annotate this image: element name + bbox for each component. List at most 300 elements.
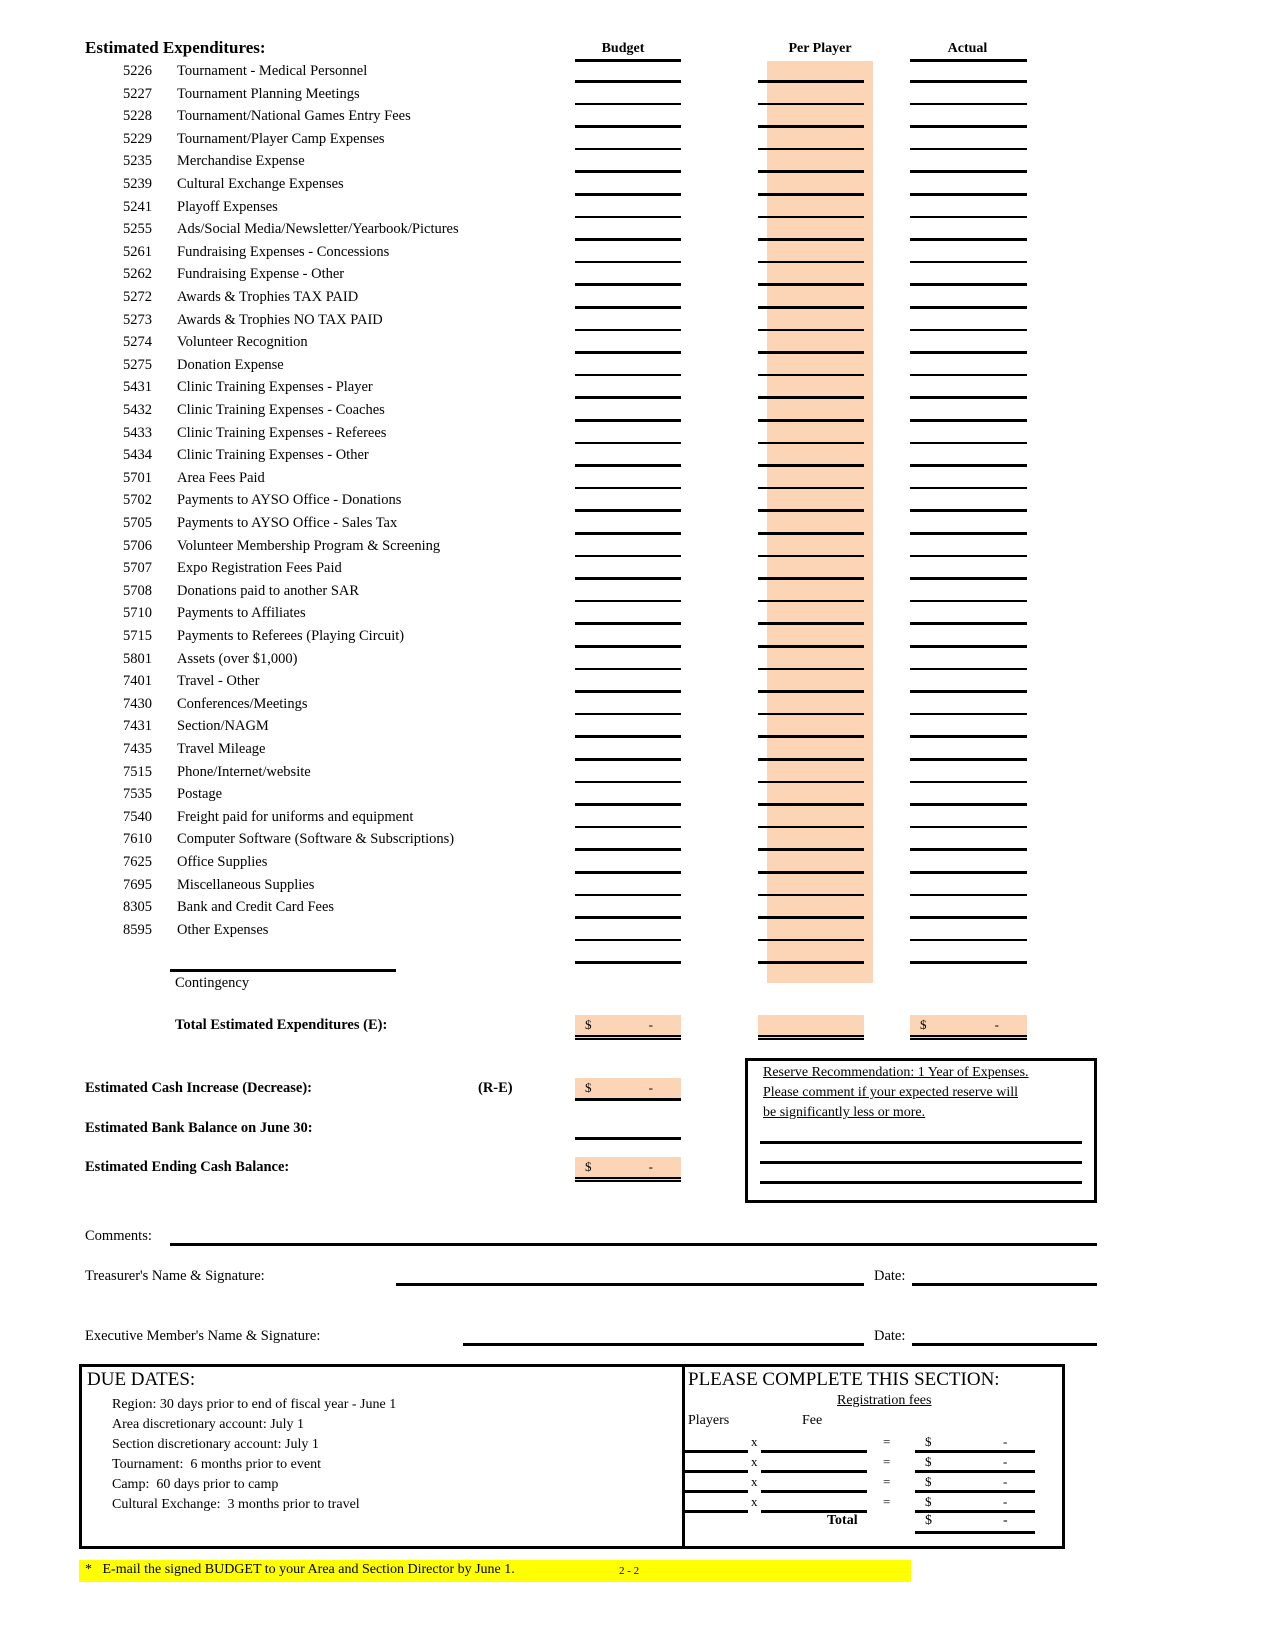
reserve-line-1: Reserve Recommendation: 1 Year of Expenses. xyxy=(763,1065,1029,1080)
players-label: Players xyxy=(688,1413,730,1428)
comments-field[interactable] xyxy=(170,1243,1097,1246)
expenditure-row xyxy=(0,628,1275,651)
account-label: Playoff Expenses xyxy=(177,198,278,215)
per-player-field[interactable] xyxy=(758,464,864,467)
account-label: Clinic Training Expenses - Coaches xyxy=(177,402,385,418)
per-player-field[interactable] xyxy=(758,600,864,603)
actual-field[interactable] xyxy=(910,826,1027,829)
account-code: 5432 xyxy=(123,402,152,418)
executive-signature-field[interactable] xyxy=(463,1343,864,1346)
expenditure-row xyxy=(0,560,1275,583)
account-code: 5226 xyxy=(123,63,152,79)
per-player-field[interactable] xyxy=(758,396,864,399)
budget-field[interactable] xyxy=(575,871,681,874)
account-code: 7435 xyxy=(123,741,152,757)
treasurer-date-field[interactable] xyxy=(912,1283,1097,1286)
per-player-field[interactable] xyxy=(758,781,864,784)
account-label: Area Fees Paid xyxy=(177,469,265,486)
actual-field[interactable] xyxy=(910,532,1027,535)
account-label: Fundraising Expense - Other xyxy=(177,266,345,283)
budget-field[interactable] xyxy=(575,826,681,829)
expenditure-row xyxy=(0,221,1275,244)
account-code: 5705 xyxy=(123,515,152,531)
per-player-field[interactable] xyxy=(758,713,864,716)
per-player-field[interactable] xyxy=(758,645,864,648)
per-player-field[interactable] xyxy=(758,148,864,151)
ending-balance-label: Estimated Ending Cash Balance: xyxy=(85,1159,290,1175)
actual-field[interactable] xyxy=(910,848,1027,851)
budget-field[interactable] xyxy=(575,306,681,309)
budget-field[interactable] xyxy=(575,193,681,196)
per-player-field[interactable] xyxy=(758,170,864,173)
account-label: Merchandise Expense xyxy=(177,153,305,170)
footer-note-text: * E-mail the signed BUDGET to your Area and Section Director by June 1. xyxy=(85,1562,515,1577)
currency-symbol: $ xyxy=(925,1494,932,1509)
account-label: Payments to AYSO Office - Sales Tax xyxy=(177,515,398,531)
account-label: Tournament Planning Meetings xyxy=(177,85,360,102)
account-code: 5701 xyxy=(123,469,152,486)
per-player-field[interactable] xyxy=(758,374,864,377)
account-code: 5229 xyxy=(123,130,152,147)
page-number: 2 - 2 xyxy=(619,1565,640,1577)
account-label: Office Supplies xyxy=(177,854,268,870)
actual-field[interactable] xyxy=(910,283,1027,286)
account-code: 5261 xyxy=(123,243,152,260)
per-player-field[interactable] xyxy=(758,80,864,83)
expenditure-row xyxy=(0,470,1275,493)
per-player-field[interactable] xyxy=(758,125,864,128)
account-label: Travel - Other xyxy=(177,673,260,690)
account-code: 5434 xyxy=(123,447,152,464)
account-code: 7625 xyxy=(123,854,152,870)
account-label: Awards & Trophies TAX PAID xyxy=(177,289,359,305)
actual-field[interactable] xyxy=(910,148,1027,151)
expenditure-row xyxy=(0,86,1275,109)
expenditure-row xyxy=(0,696,1275,719)
expenditure-row xyxy=(0,447,1275,470)
treasurer-date-label: Date: xyxy=(874,1268,906,1284)
due-date-item: Camp: 60 days prior to camp xyxy=(112,1477,279,1492)
account-label: Volunteer Membership Program & Screening xyxy=(177,537,441,554)
budget-field[interactable] xyxy=(575,758,681,761)
players-field[interactable] xyxy=(685,1510,748,1513)
budget-field[interactable] xyxy=(575,148,681,151)
actual-field[interactable] xyxy=(910,419,1027,422)
currency-symbol: $ xyxy=(920,1017,927,1032)
per-player-field[interactable] xyxy=(758,283,864,286)
budget-field[interactable] xyxy=(575,419,681,422)
actual-field[interactable] xyxy=(910,193,1027,196)
actual-field[interactable] xyxy=(910,396,1027,399)
account-code: 5433 xyxy=(123,424,152,441)
total-expenditures-label: Total Estimated Expenditures (E): xyxy=(175,1017,388,1033)
expenditure-row xyxy=(0,312,1275,335)
equals-sign: = xyxy=(883,1434,891,1449)
per-player-field[interactable] xyxy=(758,238,864,241)
account-label: Tournament/Player Camp Expenses xyxy=(177,130,385,147)
account-code: 7610 xyxy=(123,831,152,848)
per-player-field[interactable] xyxy=(758,103,864,106)
budget-field[interactable] xyxy=(575,103,681,106)
per-player-field[interactable] xyxy=(758,848,864,851)
contingency-budget-field[interactable] xyxy=(575,961,681,964)
contingency-actual-field[interactable] xyxy=(910,961,1027,964)
budget-field[interactable] xyxy=(575,532,681,535)
column-header-per-player: Per Player xyxy=(788,41,852,56)
actual-header-line xyxy=(910,59,1027,62)
registration-total-line xyxy=(915,1531,1035,1534)
account-label: Volunteer Recognition xyxy=(177,334,308,351)
actual-field[interactable] xyxy=(910,442,1027,445)
amount-line xyxy=(915,1510,1035,1513)
account-code: 5235 xyxy=(123,153,152,170)
equals-sign: = xyxy=(883,1474,891,1489)
footer-note xyxy=(79,1560,911,1582)
account-label: Computer Software (Software & Subscriptions) xyxy=(177,831,455,848)
per-player-field[interactable] xyxy=(758,306,864,309)
actual-field[interactable] xyxy=(910,329,1027,332)
budget-field[interactable] xyxy=(575,848,681,851)
reserve-comment-line-2[interactable] xyxy=(760,1161,1082,1164)
actual-field[interactable] xyxy=(910,803,1027,806)
expenditure-row xyxy=(0,583,1275,606)
expenditure-row xyxy=(0,899,1275,922)
per-player-field[interactable] xyxy=(758,442,864,445)
actual-field[interactable] xyxy=(910,871,1027,874)
budget-field[interactable] xyxy=(575,125,681,128)
budget-field[interactable] xyxy=(575,894,681,897)
row-amount: - xyxy=(1003,1474,1008,1489)
times-sign: x xyxy=(751,1434,758,1449)
account-label: Tournament/National Games Entry Fees xyxy=(177,108,411,125)
budget-field[interactable] xyxy=(575,216,681,219)
cash-increase-label: Estimated Cash Increase (Decrease): xyxy=(85,1080,312,1096)
per-player-field[interactable] xyxy=(758,690,864,693)
account-label: Expo Registration Fees Paid xyxy=(177,560,342,577)
account-code: 7431 xyxy=(123,718,152,735)
per-player-field[interactable] xyxy=(758,216,864,219)
executive-date-field[interactable] xyxy=(912,1343,1097,1346)
account-label: Postage xyxy=(177,786,223,803)
per-player-field[interactable] xyxy=(758,668,864,671)
per-player-field[interactable] xyxy=(758,939,864,942)
actual-field[interactable] xyxy=(910,487,1027,490)
expenditure-row xyxy=(0,492,1275,515)
budget-field[interactable] xyxy=(575,735,681,738)
expenditure-row xyxy=(0,651,1275,674)
account-label: Phone/Internet/website xyxy=(177,763,311,780)
expenditure-row xyxy=(0,244,1275,267)
currency-symbol: $ xyxy=(585,1080,592,1095)
actual-field[interactable] xyxy=(910,713,1027,716)
per-player-field[interactable] xyxy=(758,261,864,264)
reserve-recommendation-box xyxy=(745,1058,1097,1203)
account-code: 5262 xyxy=(123,266,152,283)
currency-symbol: $ xyxy=(925,1454,932,1469)
reserve-line-3: be significantly less or more. xyxy=(763,1105,926,1120)
registration-row xyxy=(685,1493,1065,1513)
actual-field[interactable] xyxy=(910,555,1027,558)
actual-field[interactable] xyxy=(910,939,1027,942)
actual-field[interactable] xyxy=(910,600,1027,603)
reserve-comment-line-1[interactable] xyxy=(760,1141,1082,1144)
contingency-per-player-field[interactable] xyxy=(758,961,864,964)
row-amount: - xyxy=(1003,1434,1008,1449)
budget-field[interactable] xyxy=(575,80,681,83)
ending-balance-field[interactable] xyxy=(575,1157,681,1182)
per-player-field[interactable] xyxy=(758,193,864,196)
per-player-field[interactable] xyxy=(758,916,864,919)
registration-total-label: Total xyxy=(827,1513,858,1528)
account-label: Payments to Affiliates xyxy=(177,605,306,622)
per-player-field[interactable] xyxy=(758,871,864,874)
actual-field[interactable] xyxy=(910,306,1027,309)
expenditure-row xyxy=(0,764,1275,787)
expenditure-row xyxy=(0,425,1275,448)
budget-header-line xyxy=(575,59,681,62)
actual-field[interactable] xyxy=(910,103,1027,106)
actual-field[interactable] xyxy=(910,735,1027,738)
registration-subtitle: Registration fees xyxy=(837,1393,932,1408)
budget-field[interactable] xyxy=(575,509,681,512)
account-code: 5275 xyxy=(123,356,152,373)
budget-field[interactable] xyxy=(575,464,681,467)
value: - xyxy=(648,1017,653,1032)
expenditure-row xyxy=(0,131,1275,154)
account-code: 5228 xyxy=(123,108,152,125)
per-player-field[interactable] xyxy=(758,826,864,829)
account-label: Freight paid for uniforms and equipment xyxy=(177,808,414,825)
reserve-line-2: Please comment if your expected reserve will xyxy=(763,1085,1019,1100)
executive-label: Executive Member's Name & Signature: xyxy=(85,1328,321,1344)
per-player-field[interactable] xyxy=(758,555,864,558)
equals-sign: = xyxy=(883,1454,891,1469)
per-player-field[interactable] xyxy=(758,735,864,738)
per-player-field[interactable] xyxy=(758,351,864,354)
account-label: Awards & Trophies NO TAX PAID xyxy=(177,311,383,328)
budget-field[interactable] xyxy=(575,781,681,784)
account-code: 5431 xyxy=(123,379,152,396)
actual-field[interactable] xyxy=(910,464,1027,467)
actual-field[interactable] xyxy=(910,577,1027,580)
per-player-field[interactable] xyxy=(758,803,864,806)
budget-field[interactable] xyxy=(575,916,681,919)
account-code: 5241 xyxy=(123,198,152,215)
budget-field[interactable] xyxy=(575,622,681,625)
budget-field[interactable] xyxy=(575,690,681,693)
account-code: 5255 xyxy=(123,221,152,238)
due-date-item: Section discretionary account: July 1 xyxy=(112,1437,319,1452)
registration-total-currency: $ xyxy=(925,1513,932,1528)
per-player-field[interactable] xyxy=(758,577,864,580)
due-date-item: Tournament: 6 months prior to event xyxy=(112,1457,321,1472)
budget-field[interactable] xyxy=(575,442,681,445)
comments-label: Comments: xyxy=(85,1228,152,1244)
account-label: Cultural Exchange Expenses xyxy=(177,176,344,192)
budget-field[interactable] xyxy=(575,487,681,490)
times-sign: x xyxy=(751,1454,758,1469)
per-player-field[interactable] xyxy=(758,509,864,512)
expenditure-row xyxy=(0,289,1275,312)
budget-field[interactable] xyxy=(575,668,681,671)
budget-field[interactable] xyxy=(575,283,681,286)
expenditure-row xyxy=(0,266,1275,289)
expenditure-row xyxy=(0,809,1275,832)
column-header-budget: Budget xyxy=(601,41,645,56)
contingency-line xyxy=(170,969,396,972)
account-label: Clinic Training Expenses - Player xyxy=(177,379,373,396)
actual-field[interactable] xyxy=(910,80,1027,83)
account-label: Conferences/Meetings xyxy=(177,695,308,712)
currency-symbol: $ xyxy=(585,1159,592,1174)
value: - xyxy=(648,1159,653,1174)
account-label: Travel Mileage xyxy=(177,741,266,757)
account-code: 5706 xyxy=(123,537,152,554)
registration-box xyxy=(682,1364,1065,1549)
per-player-field[interactable] xyxy=(758,329,864,332)
account-code: 5710 xyxy=(123,605,152,622)
actual-field[interactable] xyxy=(910,374,1027,377)
account-code: 5272 xyxy=(123,289,152,305)
budget-field[interactable] xyxy=(575,645,681,648)
expenditure-row xyxy=(0,108,1275,131)
currency-symbol: $ xyxy=(925,1474,932,1489)
registration-row xyxy=(685,1433,1065,1453)
account-label: Donation Expense xyxy=(177,356,284,373)
contingency-row xyxy=(0,944,1275,967)
account-label: Clinic Training Expenses - Referees xyxy=(177,424,387,441)
reserve-comment-line-3[interactable] xyxy=(760,1181,1082,1184)
expenditure-row xyxy=(0,357,1275,380)
budget-field[interactable] xyxy=(575,374,681,377)
contingency-label: Contingency xyxy=(175,975,250,991)
expenditure-row xyxy=(0,199,1275,222)
actual-field[interactable] xyxy=(910,690,1027,693)
account-code: 5274 xyxy=(123,334,152,351)
account-label: Miscellaneous Supplies xyxy=(177,876,315,893)
times-sign: x xyxy=(751,1494,758,1509)
row-amount: - xyxy=(1003,1494,1008,1509)
expenditure-row xyxy=(0,176,1275,199)
expenditure-row xyxy=(0,605,1275,628)
account-code: 5239 xyxy=(123,176,152,192)
account-code: 5702 xyxy=(123,492,152,509)
budget-field[interactable] xyxy=(575,261,681,264)
bank-balance-field[interactable] xyxy=(575,1137,681,1140)
total-actual-field[interactable] xyxy=(910,1015,1027,1040)
account-label: Ads/Social Media/Newsletter/Yearbook/Pictures xyxy=(177,221,459,238)
total-per-player-field[interactable] xyxy=(758,1015,864,1040)
account-label: Bank and Credit Card Fees xyxy=(177,899,335,916)
budget-field[interactable] xyxy=(575,396,681,399)
per-player-field[interactable] xyxy=(758,487,864,490)
budget-field[interactable] xyxy=(575,577,681,580)
account-code: 8595 xyxy=(123,921,152,938)
per-player-field[interactable] xyxy=(758,894,864,897)
currency-symbol: $ xyxy=(925,1434,932,1449)
expenditure-row xyxy=(0,673,1275,696)
expenditure-row xyxy=(0,854,1275,877)
budget-field[interactable] xyxy=(575,803,681,806)
budget-field[interactable] xyxy=(575,170,681,173)
budget-field[interactable] xyxy=(575,351,681,354)
fee-label: Fee xyxy=(802,1413,823,1428)
account-label: Donations paid to another SAR xyxy=(177,582,360,599)
per-player-field[interactable] xyxy=(758,758,864,761)
expenditure-row xyxy=(0,831,1275,854)
budget-field[interactable] xyxy=(575,600,681,603)
per-player-field[interactable] xyxy=(758,532,864,535)
budget-field[interactable] xyxy=(575,939,681,942)
account-code: 7430 xyxy=(123,695,152,712)
value: - xyxy=(648,1080,653,1095)
expenditure-row xyxy=(0,379,1275,402)
due-dates-title: DUE DATES: xyxy=(87,1369,196,1390)
cash-increase-formula: (R-E) xyxy=(478,1080,513,1096)
registration-title: PLEASE COMPLETE THIS SECTION: xyxy=(688,1369,1000,1390)
account-code: 8305 xyxy=(123,899,152,916)
actual-field[interactable] xyxy=(910,758,1027,761)
account-code: 5273 xyxy=(123,311,152,328)
row-amount: - xyxy=(1003,1454,1008,1469)
actual-field[interactable] xyxy=(910,622,1027,625)
actual-field[interactable] xyxy=(910,216,1027,219)
budget-field[interactable] xyxy=(575,329,681,332)
account-label: Other Expenses xyxy=(177,921,269,938)
actual-field[interactable] xyxy=(910,125,1027,128)
per-player-field[interactable] xyxy=(758,622,864,625)
account-code: 7515 xyxy=(123,763,152,780)
budget-field[interactable] xyxy=(575,713,681,716)
account-label: Tournament - Medical Personnel xyxy=(177,63,368,79)
due-date-item: Area discretionary account: July 1 xyxy=(112,1417,305,1432)
due-date-item: Cultural Exchange: 3 months prior to travel xyxy=(112,1497,360,1512)
account-code: 5708 xyxy=(123,582,152,599)
per-player-field[interactable] xyxy=(758,419,864,422)
expenditure-row xyxy=(0,718,1275,741)
executive-date-label: Date: xyxy=(874,1328,906,1344)
account-label: Payments to AYSO Office - Donations xyxy=(177,492,402,509)
actual-field[interactable] xyxy=(910,170,1027,173)
actual-field[interactable] xyxy=(910,916,1027,919)
total-budget-field[interactable] xyxy=(575,1015,681,1040)
actual-field[interactable] xyxy=(910,645,1027,648)
times-sign: x xyxy=(751,1474,758,1489)
expenditure-row xyxy=(0,877,1275,900)
actual-field[interactable] xyxy=(910,238,1027,241)
registration-row xyxy=(685,1473,1065,1493)
expenditure-row xyxy=(0,538,1275,561)
expenditure-row xyxy=(0,922,1275,945)
account-code: 5801 xyxy=(123,650,152,667)
actual-field[interactable] xyxy=(910,351,1027,354)
account-code: 7401 xyxy=(123,673,152,690)
expenditure-row xyxy=(0,153,1275,176)
actual-field[interactable] xyxy=(910,668,1027,671)
cash-increase-field[interactable] xyxy=(575,1078,681,1101)
due-dates-box xyxy=(79,1364,685,1549)
actual-field[interactable] xyxy=(910,894,1027,897)
budget-field[interactable] xyxy=(575,238,681,241)
actual-field[interactable] xyxy=(910,781,1027,784)
actual-field[interactable] xyxy=(910,261,1027,264)
treasurer-signature-field[interactable] xyxy=(396,1283,864,1286)
currency-symbol: $ xyxy=(585,1017,592,1032)
treasurer-label: Treasurer's Name & Signature: xyxy=(85,1268,265,1284)
budget-field[interactable] xyxy=(575,555,681,558)
expenditure-row xyxy=(0,786,1275,809)
actual-field[interactable] xyxy=(910,509,1027,512)
